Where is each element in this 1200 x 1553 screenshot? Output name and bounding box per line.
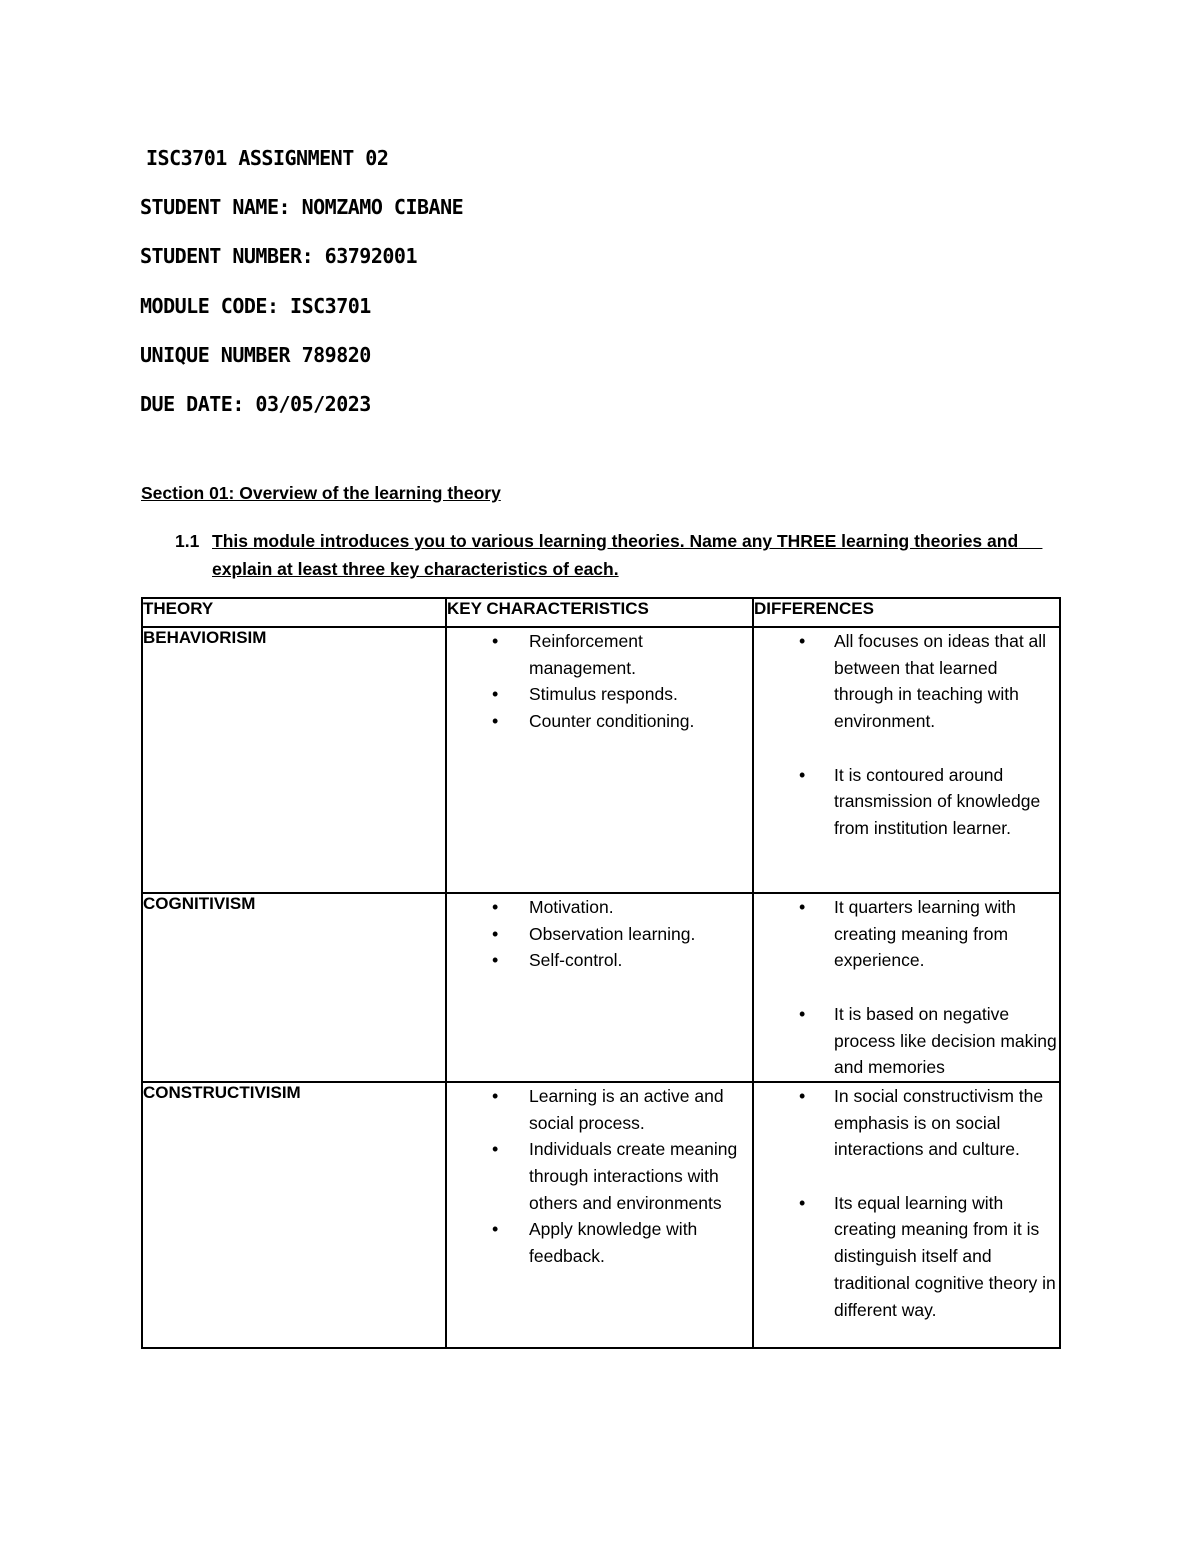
table-row: [142, 627, 1060, 893]
question-text: This module introduces you to various learning theories. Name any THREE learning theories and explain at least three key characteristics of each.: [212, 531, 1043, 579]
list-item: • In social constructivism the emphasis is on social interactions and culture.: [754, 1083, 1059, 1163]
assignment-title: ISC3701 ASSIGNMENT 02: [146, 146, 389, 170]
differences-cell: [753, 627, 1060, 893]
student-name: STUDENT NAME: NOMZAMO CIBANE: [140, 195, 464, 220]
question-number: 1.1: [175, 531, 200, 551]
list-item: • Reinforcement management.: [447, 628, 752, 681]
list-item: • Counter conditioning.: [447, 708, 752, 735]
list-item: • Its equal learning with creating meaning from it is distinguish itself and traditional cognitive theory in different way.: [754, 1190, 1059, 1324]
theory-cell: CONSTRUCTIVISIM: [142, 1082, 446, 1348]
characteristics-cell: [446, 893, 753, 1082]
differences-cell: [753, 893, 1060, 1082]
module-code: MODULE CODE: ISC3701: [140, 293, 371, 318]
list-item: • Stimulus responds.: [447, 681, 752, 708]
list-item: • Self-control.: [447, 947, 752, 974]
list-item: • Observation learning.: [447, 921, 752, 948]
header-theory: THEORY: [142, 598, 446, 627]
list-item: • All focuses on ideas that all between that learned through in teaching with environment.: [754, 628, 1059, 735]
theories-table: [141, 597, 1061, 1349]
list-item: • It is contoured around transmission of knowledge from institution learner.: [754, 762, 1059, 842]
assignment-header: [140, 143, 463, 438]
differences-cell: [753, 1082, 1060, 1348]
theory-cell: BEHAVIORISIM: [142, 627, 446, 893]
table-header-row: [142, 598, 1060, 627]
list-item: • Motivation.: [447, 894, 752, 921]
student-number: STUDENT NUMBER: 63792001: [140, 244, 417, 269]
characteristics-cell: [446, 1082, 753, 1348]
list-item: • It quarters learning with creating meaning from experience.: [754, 894, 1059, 974]
theory-cell: COGNITIVISM: [142, 893, 446, 1082]
header-differences: DIFFERENCES: [753, 598, 1060, 627]
list-item: • It is based on negative process like decision making and memories: [754, 1001, 1059, 1081]
header-key-characteristics: KEY CHARACTERISTICS: [446, 598, 753, 627]
characteristics-cell: [446, 627, 753, 893]
section-title: Section 01: Overview of the learning theory: [141, 483, 501, 503]
due-date: DUE DATE: 03/05/2023: [140, 391, 371, 416]
question: [175, 527, 1045, 583]
unique-number: UNIQUE NUMBER 789820: [140, 342, 371, 367]
table-row: [142, 1082, 1060, 1348]
list-item: • Apply knowledge with feedback.: [447, 1216, 752, 1269]
list-item: • Individuals create meaning through interactions with others and environments: [447, 1136, 752, 1216]
table-row: [142, 893, 1060, 1082]
list-item: • Learning is an active and social process.: [447, 1083, 752, 1136]
